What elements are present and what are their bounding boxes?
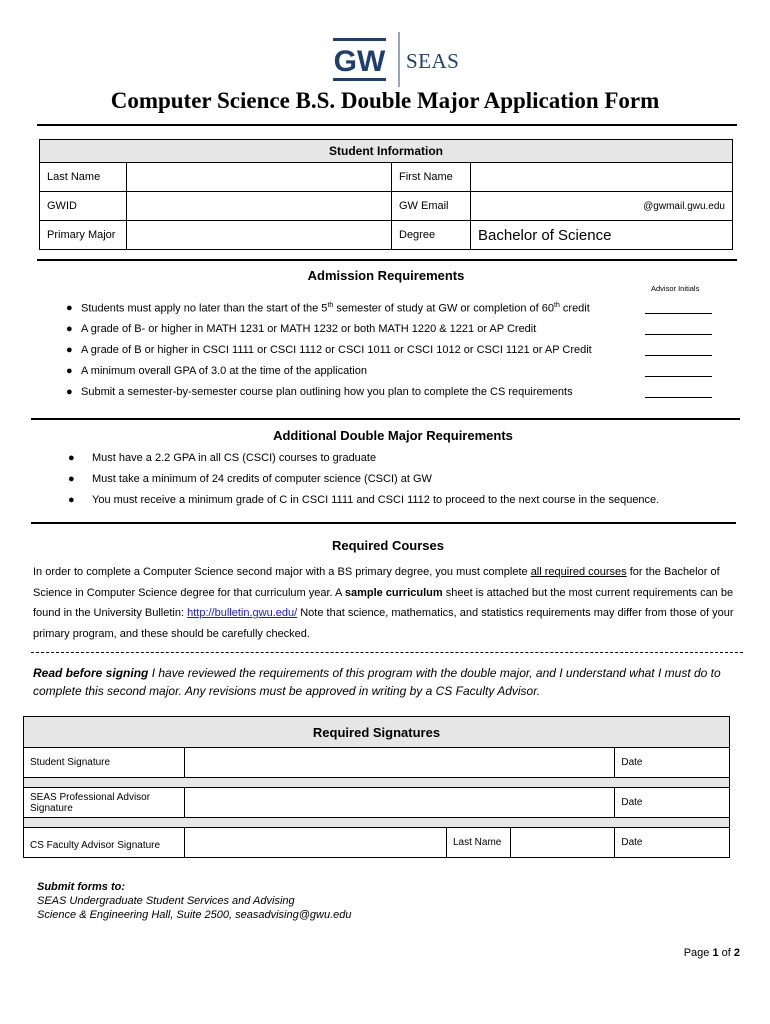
submit-line-1: SEAS Undergraduate Student Services and Advising (37, 895, 295, 907)
cs-last-name-field[interactable] (510, 828, 614, 858)
cs-last-name-label: Last Name (446, 828, 510, 858)
degree-field[interactable]: Bachelor of Science (471, 221, 733, 250)
required-courses-paragraph: In order to complete a Computer Science second major with a BS primary degree, you must complete all required courses for the Bachelor of Science in Computer Science degree for that curriculum year. A sample curriculum sheet is attached but the most current requirements can be found in the University Bulletin: http://bulletin.gwu.edu/ Note that science, mathematics, and statistics requirements may differ from those of your primary program, and these should be carefully checked. (33, 566, 734, 640)
student-signature-field[interactable] (185, 748, 615, 778)
bullet-icon: ● (66, 302, 73, 314)
gw-logo (333, 38, 386, 81)
signatures-header: Required Signatures (24, 717, 730, 748)
bullet-icon: ● (68, 473, 75, 485)
page-number: Page 1 of 2 (683, 947, 740, 959)
advisor-initials-field[interactable] (645, 397, 712, 398)
primary-major-field[interactable] (127, 221, 392, 250)
dashed-divider (31, 652, 743, 653)
submit-line-2: Science & Engineering Hall, Suite 2500, seasadvising@gwu.edu (37, 909, 352, 921)
last-name-label: Last Name (40, 163, 127, 192)
title-divider (37, 124, 737, 126)
bullet-icon: ● (66, 386, 73, 398)
page-title: Computer Science B.S. Double Major Application Form (110, 88, 660, 113)
logo-divider (398, 32, 400, 87)
section-divider (37, 259, 737, 261)
bullet-icon: ● (68, 494, 75, 506)
gw-logo-text: GW (333, 45, 386, 78)
advisor-initials-field[interactable] (645, 376, 712, 377)
seas-date-field[interactable]: Date (615, 788, 730, 818)
gwid-field[interactable] (127, 192, 392, 221)
student-info-header: Student Information (40, 140, 733, 163)
degree-label: Degree (392, 221, 471, 250)
cs-signature-field[interactable] (185, 828, 447, 858)
seas-logo-text: SEAS (406, 49, 460, 73)
advisor-initials-field[interactable] (645, 313, 712, 314)
gwid-label: GWID (40, 192, 127, 221)
signatures-table (23, 716, 730, 858)
submit-info (37, 880, 351, 922)
additional-title: Additional Double Major Requirements (273, 428, 513, 443)
submit-heading: Submit forms to: (37, 881, 125, 893)
section-divider (31, 418, 740, 420)
cs-date-field[interactable]: Date (615, 828, 730, 858)
gw-email-field[interactable] (471, 192, 733, 221)
admission-title: Admission Requirements (307, 268, 465, 283)
student-signature-label: Student Signature (24, 748, 185, 778)
student-info-table (39, 139, 733, 250)
seas-signature-field[interactable] (185, 788, 615, 818)
advisor-initials-field[interactable] (645, 334, 712, 335)
student-date-field[interactable]: Date (615, 748, 730, 778)
seas-signature-label: SEAS Professional Advisor Signature (24, 788, 185, 818)
bullet-icon: ● (66, 344, 73, 356)
required-courses-title: Required Courses (332, 538, 444, 553)
last-name-field[interactable] (127, 163, 392, 192)
first-name-field[interactable] (471, 163, 733, 192)
cs-signature-label: CS Faculty Advisor Signature (24, 828, 185, 858)
section-divider (31, 522, 736, 524)
advisor-initials-field[interactable] (645, 355, 712, 356)
bullet-icon: ● (68, 452, 75, 464)
first-name-label: First Name (392, 163, 471, 192)
advisor-initials-label: Advisor Initials (651, 284, 700, 293)
read-before-signing: Read before signing I have reviewed the requirements of this program with the double major, and I understand what I must do to complete this second major. Any revisions must be approved in writing by a CS Faculty Advisor. (33, 666, 721, 698)
bullet-icon: ● (66, 365, 73, 377)
bullet-icon: ● (66, 323, 73, 335)
gw-email-label: GW Email (392, 192, 471, 221)
email-suffix: @gwmail.gwu.edu (643, 200, 725, 212)
bulletin-link[interactable]: http://bulletin.gwu.edu/ (187, 607, 298, 619)
primary-major-label: Primary Major (40, 221, 127, 250)
